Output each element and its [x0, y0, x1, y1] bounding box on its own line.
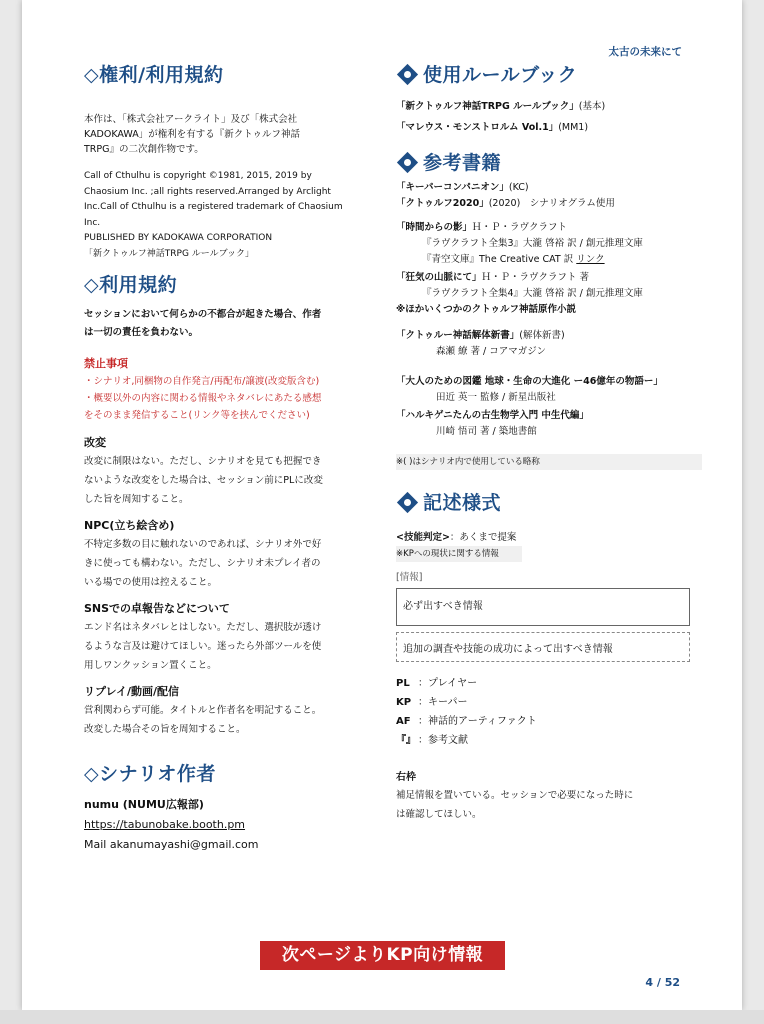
reference-detail: 川崎 悟司 著 / 築地書館	[436, 426, 537, 437]
reference-title: 「狂気の山脈にて」	[396, 272, 482, 283]
copyright-notice	[84, 169, 384, 262]
reference-author: Ｈ・Ｐ・ラヴクラフト 著	[481, 272, 590, 283]
text-line: は確認してほしい。	[396, 809, 482, 820]
sns-title: SNSでの卓報告などについて	[84, 602, 230, 615]
text-line: ないような改変をした場合は、セッション前にPLに改変	[84, 475, 323, 486]
npc-section	[84, 517, 384, 592]
must-info-box: 必ず出すべき情報	[396, 588, 690, 626]
document-page	[22, 0, 742, 1010]
abbr-item	[396, 674, 696, 693]
reference-title: 「時間からの影」	[396, 222, 473, 233]
left-column	[84, 62, 384, 855]
diamond-icon	[397, 492, 418, 513]
text-line: TRPG』の二次創作物です。	[84, 144, 204, 155]
rights-intro	[84, 112, 384, 157]
text-line: るような言及は避けてほしい。迷ったら外部ツールを使	[84, 641, 322, 652]
author-url-link[interactable]: https://tabunobake.booth.pm	[84, 818, 246, 831]
rulebook-item	[396, 96, 696, 117]
author-mail: Mail akanumayashi@gmail.com	[84, 838, 259, 851]
rulebook-item	[396, 117, 696, 138]
reference-note: (2020) シナリオグラム使用	[488, 198, 615, 209]
text-line: セッションにおいて何らかの不都合が起きた場合、作者	[84, 309, 322, 320]
terms-disclaimer	[84, 306, 384, 342]
text-line: 営利関わらず可能。タイトルと作者名を明記すること。	[84, 705, 322, 716]
format-heading	[396, 490, 696, 516]
text-line: Inc.	[84, 217, 101, 228]
heading-text: 参考書籍	[423, 152, 502, 174]
text-line: 改変に制限はない。ただし、シナリオを見ても把握でき	[84, 456, 322, 467]
abbr-value: ：神話的アーティファクト	[418, 716, 537, 727]
kp-info-banner: 次ページよりKP向け情報	[260, 941, 505, 970]
kp-note: ※KPへの現状に関する情報	[396, 546, 522, 562]
text-line: 「新クトゥルフ神話TRPG ルールブック」	[84, 248, 254, 259]
heading-text: 使用ルールブック	[423, 64, 578, 86]
heading-text: 記述様式	[423, 492, 502, 514]
reference-item: 「ハルキゲニたんの古生物学入門 中生代編」	[396, 410, 589, 421]
text-line: きに使っても構わない。ただし、シナリオ未プレイ者の	[84, 558, 321, 569]
text-line: いる場での使用は控えること。	[84, 577, 218, 588]
rulebook-note: (基本)	[578, 101, 606, 112]
text-line: 本作は、「株式会社アークライト」及び「株式会社	[84, 114, 298, 125]
author-info	[84, 795, 384, 855]
prohibited-title: 禁止事項	[84, 357, 128, 370]
author-name: numu (NUMU広報部)	[84, 798, 204, 811]
abbreviation-list	[396, 674, 696, 750]
reference-title: 「クトゥルフ2020」	[396, 198, 489, 209]
text-line: をそのまま発信すること(リンク等を挟んでください)	[84, 410, 310, 421]
rulebook-title: 「マレウス・モンストロルム Vol.1」	[396, 122, 559, 133]
reference-title: 「クトゥルー神話解体新書」	[396, 330, 520, 341]
reference-author: Ｈ・Ｐ・ラヴクラフト	[472, 222, 568, 233]
abbr-key: 『』	[396, 735, 416, 746]
skill-label: <技能判定>	[396, 532, 450, 543]
rulebooks-heading	[396, 62, 696, 88]
text-line: ・概要以外の内容に関わる情報やネタバレにあたる感想	[84, 393, 322, 404]
aozora-link[interactable]: リンク	[576, 254, 605, 265]
abbr-item	[396, 712, 696, 731]
rulebook-title: 「新クトゥルフ神話TRPG ルールブック」	[396, 101, 579, 112]
reference-detail: 田近 英一 監修 / 新星出版社	[436, 392, 556, 403]
text-line: 用しワンクッション置くこと。	[84, 660, 217, 671]
terms-heading: ◇利用規約	[84, 274, 178, 296]
abbr-item	[396, 731, 696, 750]
abbr-item	[396, 693, 696, 712]
reference-note: (解体新書)	[519, 330, 565, 341]
abbr-value: ：キーパー	[418, 697, 468, 708]
sns-section	[84, 600, 384, 675]
npc-title: NPC(立ち絵含め)	[84, 519, 175, 532]
reference-item	[396, 180, 696, 196]
text-line: は一切の責任を負わない。	[84, 327, 199, 338]
text-line: 不特定多数の目に触れないのであれば、シナリオ外で好	[84, 539, 322, 550]
replay-section	[84, 683, 384, 739]
reference-detail: 『ラヴクラフト全集4』大瀧 啓裕 訳 / 創元推理文庫	[422, 288, 643, 299]
reference-note: (KC)	[508, 182, 529, 193]
info-label: [情報]	[396, 572, 423, 583]
reference-detail: 森瀬 繚 著 / コアマガジン	[436, 346, 547, 357]
reference-detail	[396, 252, 696, 268]
reference-title: 「キーパーコンパニオン」	[396, 182, 509, 193]
abbr-value: ：プレイヤー	[418, 678, 478, 689]
other-novels-note: ※ほかいくつかのクトゥルフ神話原作小説	[396, 304, 576, 315]
text-line: Call of Cthulhu is copyright ©1981, 2015, 2019 by	[84, 171, 312, 181]
reference-item	[396, 196, 696, 212]
diamond-icon	[397, 64, 418, 85]
format-section	[396, 530, 696, 824]
reference-detail: 『ラヴクラフト全集3』大瀧 啓裕 訳 / 創元推理文庫	[422, 238, 643, 249]
running-title: 太古の未来にて	[608, 46, 682, 58]
viewer-background	[0, 1010, 764, 1024]
text-line: Chaosium Inc. ;all rights reserved.Arranged by Arclight	[84, 186, 331, 197]
text-line: 改変した場合その旨を周知すること。	[84, 724, 246, 735]
reference-item: 「大人のための図鑑 地球・生命の大進化 ー46億年の物語ー」	[396, 376, 663, 387]
skill-text: ：あくまで提案	[449, 532, 517, 543]
reference-list	[396, 180, 696, 470]
author-heading: ◇シナリオ作者	[84, 763, 216, 785]
abbr-key: PL	[396, 678, 410, 689]
modify-section	[84, 434, 384, 509]
text-line: エンド名はネタバレとはしない。ただし、選択肢が透け	[84, 622, 322, 633]
skill-check-line	[396, 530, 696, 546]
reference-item	[396, 270, 696, 286]
text-line: 補足情報を置いている。セッションで必要になった時に	[396, 790, 634, 801]
extra-info-box: 追加の調査や技能の成功によって出すべき情報	[396, 632, 690, 662]
reference-item	[396, 220, 696, 236]
abbr-key: AF	[396, 716, 411, 727]
prohibited-section	[84, 355, 384, 424]
diamond-icon	[397, 152, 418, 173]
reference-detail-text: 『青空文庫』The Creative CAT 訳	[422, 254, 577, 265]
page-number: 4 / 52	[645, 976, 680, 989]
sidebar-title: 右枠	[396, 772, 416, 783]
text-line: ・シナリオ,同梱物の自作発言/再配布/譲渡(改変版含む)	[84, 376, 320, 387]
abbreviation-note: ※( )はシナリオ内で使用している略称	[396, 454, 702, 470]
text-line: PUBLISHED BY KADOKAWA CORPORATION	[84, 233, 273, 243]
right-column	[396, 62, 696, 824]
sidebar-explanation	[396, 770, 696, 824]
text-line: した旨を周知すること。	[84, 494, 189, 505]
rights-heading: ◇権利/利用規約	[84, 64, 224, 86]
reference-item	[396, 328, 696, 344]
rulebook-list	[396, 96, 696, 138]
abbr-value: ：参考文献	[418, 735, 468, 746]
text-line: Inc.Call of Cthulhu is a registered trademark of Chaosium	[84, 202, 343, 212]
rulebook-note: (MM1)	[558, 122, 589, 133]
text-line: KADOKAWA」が権利を有する『新クトゥルフ神話	[84, 129, 301, 140]
replay-title: リプレイ/動画/配信	[84, 685, 180, 698]
references-heading	[396, 150, 696, 176]
modify-title: 改変	[84, 436, 106, 449]
abbr-key: KP	[396, 697, 412, 708]
